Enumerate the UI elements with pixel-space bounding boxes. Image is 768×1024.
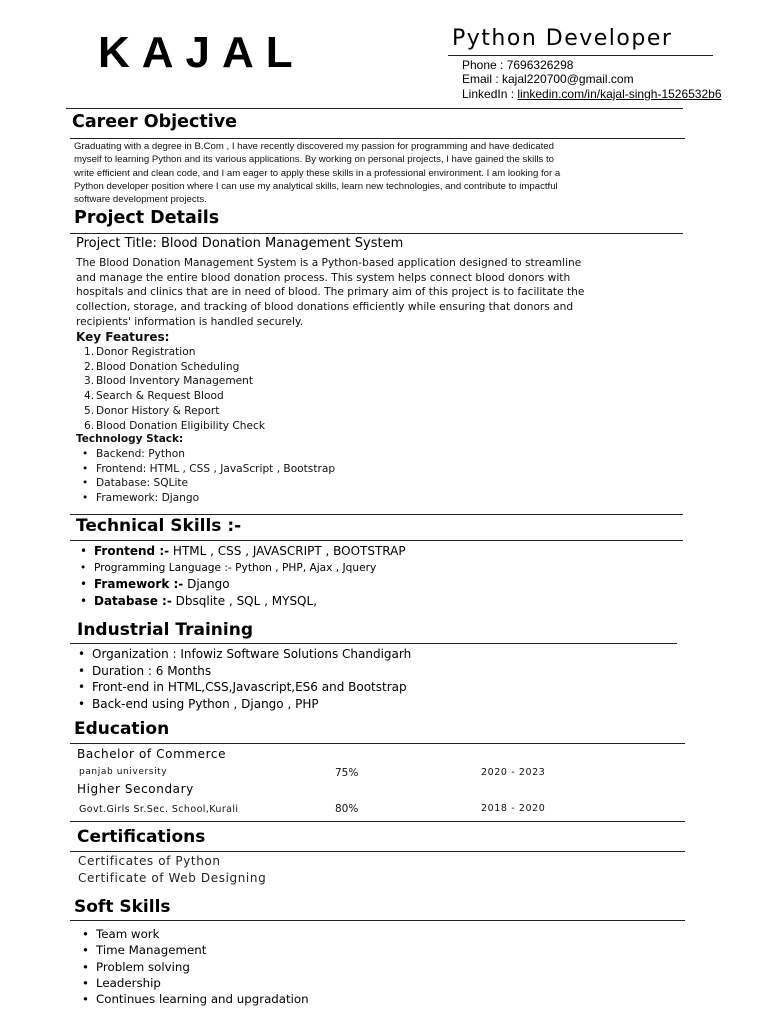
- candidate-name: KAJAL: [98, 28, 305, 77]
- skills-list: [74, 543, 406, 609]
- project-heading: Project Details: [74, 208, 220, 228]
- soft-skills-divider: [70, 920, 685, 921]
- career-line: write efficient and clean code, and I am eager to apply these skills in a professional environment. I am looking for a: [74, 167, 561, 179]
- career-heading: Career Objective: [72, 112, 238, 132]
- project-desc-line: The Blood Donation Management System is a Python-based application designed to streamline: [76, 257, 582, 269]
- career-divider: [70, 138, 685, 139]
- education-divider: [70, 743, 685, 744]
- skills-divider: [70, 540, 683, 541]
- tech-stack-list: [76, 447, 335, 506]
- education-years: 2018 - 2020: [481, 803, 546, 814]
- project-divider: [70, 233, 683, 234]
- education-bottom-divider: [70, 821, 685, 822]
- list-item: • Duration : 6 Months: [72, 663, 411, 680]
- list-item: • Framework :- Django: [74, 576, 406, 593]
- list-item: • Problem solving: [76, 959, 309, 975]
- training-heading: Industrial Training: [77, 620, 253, 640]
- career-text: [74, 140, 694, 206]
- education-school: panjab university: [79, 767, 168, 777]
- list-item: 1. Donor Registration: [84, 346, 196, 358]
- certifications-list: [78, 853, 266, 887]
- list-item: • Frontend :- HTML , CSS , JAVASCRIPT , BOOTSTRAP: [74, 543, 406, 560]
- education-heading: Education: [74, 719, 170, 739]
- list-item: • Frontend: HTML , CSS , JavaScript , Bootstrap: [76, 462, 335, 477]
- project-desc-line: hospitals and clinics that are in need of blood. The primary aim of this project is to facilitate the: [76, 286, 585, 299]
- education-score: 75%: [335, 767, 359, 779]
- key-features-list: [76, 345, 265, 433]
- soft-skills-heading: Soft Skills: [74, 897, 171, 917]
- linkedin-label: LinkedIn :: [462, 87, 518, 101]
- project-desc-line: and manage the entire blood donation process. This system helps connect blood donors with: [76, 271, 571, 284]
- title-divider: [448, 55, 713, 56]
- career-line: Python developer position where I can use my analytical skills, learn new technologies, and contribute to impactful: [74, 180, 558, 192]
- email: Email : kajal220700@gmail.com: [462, 72, 634, 86]
- list-item: • Framework: Django: [76, 491, 335, 506]
- list-item: 5. Donor History & Report: [84, 404, 220, 417]
- list-item: • Time Management: [76, 942, 309, 958]
- career-line: Graduating with a degree in B.Com , I have recently discovered my passion for programming and have dedicated: [74, 141, 554, 152]
- list-item: 3. Blood Inventory Management: [84, 375, 254, 388]
- phone: Phone : 7696326298: [462, 58, 574, 72]
- tech-stack-heading: Technology Stack:: [76, 433, 184, 445]
- linkedin: [462, 87, 722, 101]
- list-item: • Leadership: [76, 975, 309, 991]
- list-item: • Organization : Infowiz Software Solutions Chandigarh: [72, 646, 411, 663]
- education-years: 2020 - 2023: [481, 767, 546, 778]
- list-item: Certificate of Web Designing: [78, 871, 267, 885]
- list-item: • Back-end using Python , Django , PHP: [72, 696, 411, 713]
- list-item: • Front-end in HTML,CSS,Javascript,ES6 and Bootstrap: [72, 679, 411, 696]
- education-degree: Bachelor of Commerce: [77, 747, 227, 761]
- education-degree: Higher Secondary: [77, 782, 194, 796]
- certifications-divider: [70, 851, 685, 852]
- job-title: Python Developer: [452, 26, 673, 51]
- career-line: myself to learning Python and its various applications. By working on personal projects, I have gained the skills to: [74, 154, 554, 166]
- skills-top-divider: [70, 514, 683, 515]
- list-item: • Database: SQLite: [76, 476, 335, 491]
- soft-skills-list: [76, 926, 309, 1007]
- list-item: • Continues learning and upgradation: [76, 991, 309, 1007]
- header-divider: [66, 108, 683, 109]
- list-item: • Database :- Dbsqlite , SQL , MYSQL,: [74, 593, 406, 610]
- education-score: 80%: [335, 803, 359, 815]
- skills-heading: Technical Skills :-: [76, 516, 242, 536]
- training-divider: [70, 643, 677, 644]
- project-title: Project Title: Blood Donation Management System: [76, 236, 404, 251]
- list-item: 6. Blood Donation Eligibility Check: [84, 419, 265, 432]
- list-item: • Backend: Python: [76, 447, 335, 462]
- key-features-heading: Key Features:: [76, 330, 170, 344]
- certifications-heading: Certifications: [77, 827, 206, 847]
- training-list: [72, 646, 411, 712]
- career-line: software development projects.: [74, 194, 207, 206]
- list-item: Certificates of Python: [78, 854, 221, 868]
- project-desc-line: collection, storage, and tracking of blood donations efficiently while ensuring that donors and: [76, 301, 574, 314]
- list-item: • Team work: [76, 926, 309, 942]
- project-desc-line: recipients' information is handled securely.: [76, 315, 304, 328]
- list-item: • Programming Language :- Python , PHP, Ajax , Jquery: [74, 560, 406, 577]
- list-item: 4. Search & Request Blood: [84, 390, 224, 403]
- education-school: Govt.Girls Sr.Sec. School,Kurali: [79, 804, 239, 815]
- project-description: [76, 256, 696, 330]
- list-item: 2. Blood Donation Scheduling: [84, 360, 240, 373]
- linkedin-link[interactable]: linkedin.com/in/kajal-singh-1526532b6: [517, 87, 722, 101]
